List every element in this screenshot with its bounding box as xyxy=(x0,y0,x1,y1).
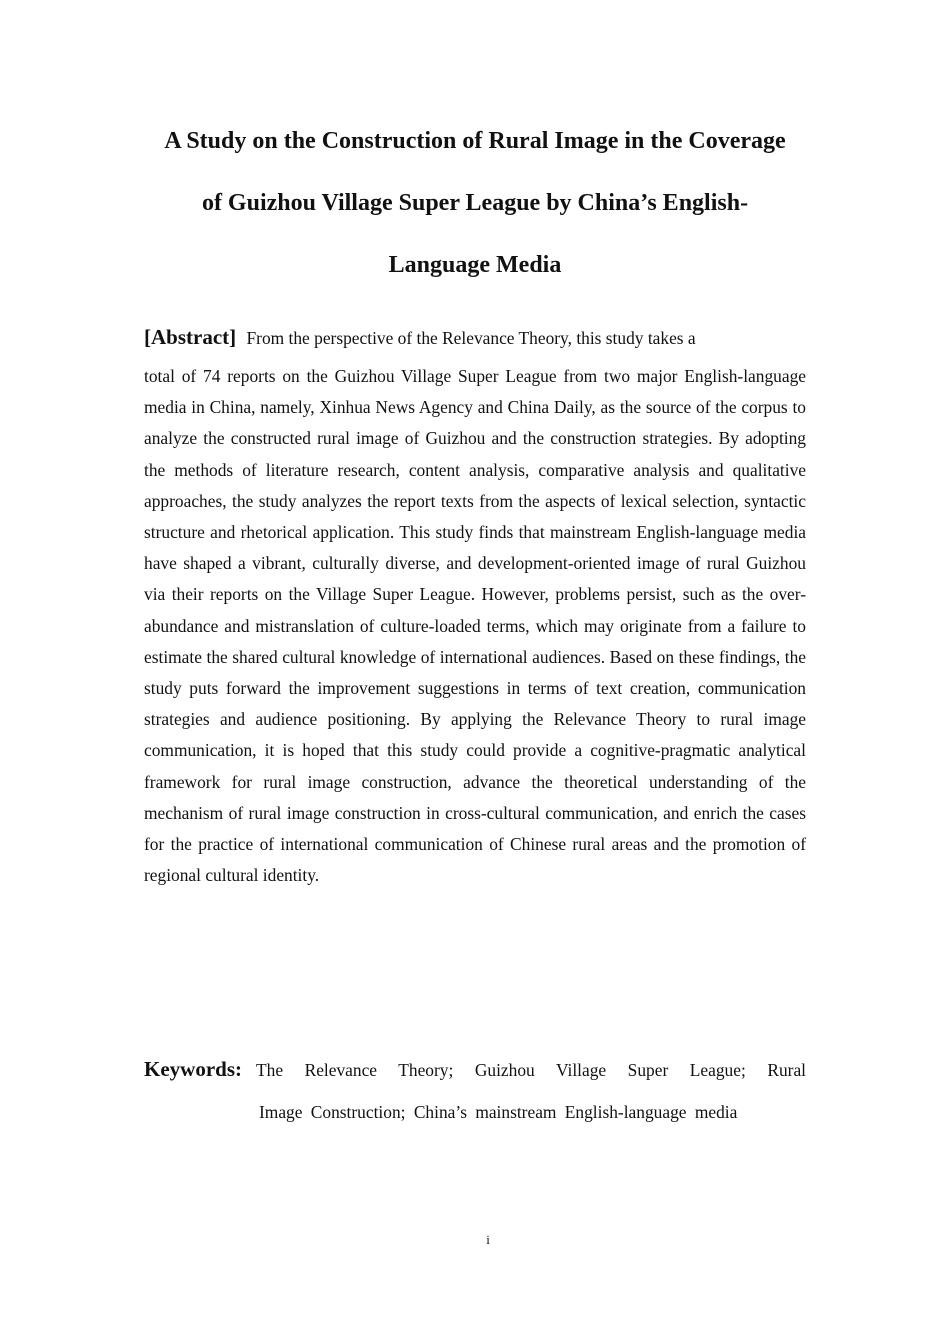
keywords-section xyxy=(144,1050,806,1131)
abstract-body: total of 74 reports on the Guizhou Village Super League from two major English-language media in China, namely, Xinhua News Agency and China Daily, as the source of the corpus to analyze the constructed rural image of Guizhou and the construction strategies. By adopting the methods of literature research, content analysis, comparative analysis and qualitative approaches, the study analyzes the report texts from the aspects of lexical selection, syntactic structure and rhetorical application. This study finds that mainstream English-language media have shaped a vibrant, culturally diverse, and development-oriented image of rural Guizhou via their reports on the Village Super League. However, problems persist, such as the over-abundance and mistranslation of culture-loaded terms, which may originate from a failure to estimate the shared cultural knowledge of international audiences. Based on these findings, the study puts forward the improvement suggestions in terms of text creation, communication strategies and audience positioning. By applying the Relevance Theory to rural image communication, it is hoped that this study could provide a cognitive-pragmatic analytical framework for rural image construction, advance the theoretical understanding of the mechanism of rural image construction in cross-cultural communication, and enrich the cases for the practice of international communication of Chinese rural areas and the promotion of regional cultural identity. xyxy=(144,366,806,886)
abstract-first-line xyxy=(144,318,806,357)
keywords-line-2: Image Construction; China’s mainstream English-language media xyxy=(259,1102,738,1122)
abstract-label: [Abstract] xyxy=(144,325,237,349)
keywords-line-1: The Relevance Theory; Guizhou Village Super League; Rural xyxy=(256,1060,806,1080)
abstract-section xyxy=(144,318,806,891)
keywords-row-1 xyxy=(144,1050,806,1089)
title-line-2: of Guizhou Village Super League by China’s English- xyxy=(201,190,749,216)
paper-title xyxy=(130,110,820,296)
page-number: i xyxy=(486,1232,490,1247)
keywords-label: Keywords: xyxy=(144,1057,242,1081)
title-line-1: A Study on the Construction of Rural Image in the Coverage xyxy=(164,128,786,154)
abstract-first-text: From the perspective of the Relevance Theory, this study takes a xyxy=(246,328,696,348)
title-line-3: Language Media xyxy=(388,252,562,278)
